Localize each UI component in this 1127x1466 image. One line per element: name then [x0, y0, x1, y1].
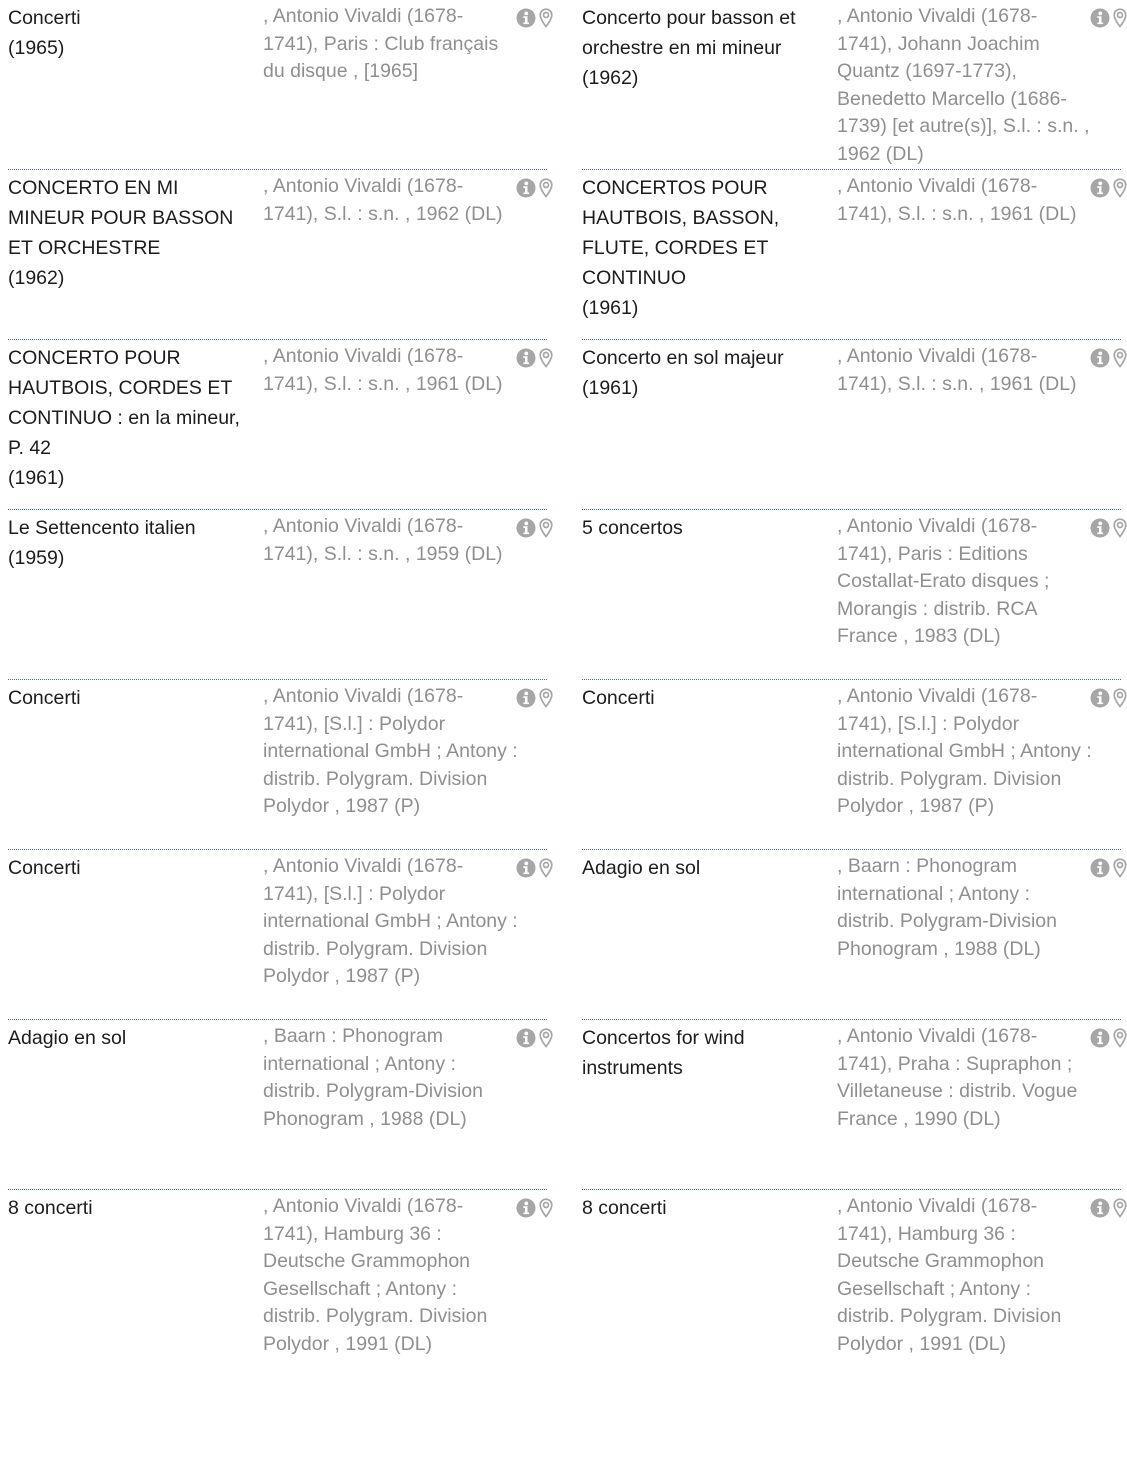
result-item: [582, 170, 1121, 340]
title-text[interactable]: CONCERTOS POUR HAUTBOIS, BASSON, FLUTE, CORDES ET CONTINUO: [582, 177, 780, 289]
record-actions: [516, 518, 553, 538]
record-meta: , Antonio Vivaldi (1678-1741), S.l. : s.n. , 1961 (DL): [837, 175, 1077, 225]
map-pin-icon[interactable]: [539, 688, 553, 708]
record-actions: [516, 178, 553, 198]
info-icon[interactable]: [516, 8, 538, 28]
record-actions: [1090, 688, 1127, 708]
title-text[interactable]: CONCERTO EN MI MINEUR POUR BASSON ET ORCHESTRE: [8, 177, 234, 259]
record-title[interactable]: [582, 1023, 829, 1083]
record-meta: , Antonio Vivaldi (1678-1741), [S.l.] : Polydor international GmbH ; Antony : distrib. Polygram. Division Polydor , 1987 (P): [837, 685, 1092, 817]
record-title[interactable]: [8, 1193, 255, 1223]
record-meta: , Antonio Vivaldi (1678-1741), [S.l.] : Polydor international GmbH ; Antony : distrib. Polygram. Division Polydor , 1987 (P): [263, 685, 518, 817]
record-meta: , Antonio Vivaldi (1678-1741), S.l. : s.n. , 1962 (DL): [263, 175, 503, 225]
result-item: [582, 510, 1121, 680]
record-actions: [1090, 1198, 1127, 1218]
result-item: [582, 680, 1121, 850]
map-pin-icon[interactable]: [1113, 348, 1127, 368]
record-title[interactable]: [582, 343, 829, 403]
result-item: [8, 340, 547, 510]
record-title[interactable]: [8, 513, 255, 573]
record-title[interactable]: [582, 173, 829, 323]
map-pin-icon[interactable]: [539, 518, 553, 538]
title-text[interactable]: Concerti: [8, 687, 81, 709]
record-actions: [1090, 858, 1127, 878]
map-pin-icon[interactable]: [1113, 178, 1127, 198]
record-title[interactable]: [582, 1193, 829, 1223]
result-item: [582, 1020, 1121, 1190]
record-year: (1959): [8, 547, 65, 569]
result-item: [582, 850, 1121, 1020]
result-item: [8, 510, 547, 680]
record-meta: , Antonio Vivaldi (1678-1741), Paris : Club français du disque , [1965]: [263, 5, 499, 82]
record-actions: [1090, 518, 1127, 538]
info-icon[interactable]: [516, 348, 538, 368]
record-meta: , Antonio Vivaldi (1678-1741), Hamburg 36 : Deutsche Grammophon Gesellschaft ; Antony : distrib. Polygram. Division Polydor , 1991 (DL): [263, 1195, 488, 1355]
record-title[interactable]: [582, 513, 829, 543]
results-column-right: [582, 0, 1121, 1360]
record-meta: , Antonio Vivaldi (1678-1741), Hamburg 36 : Deutsche Grammophon Gesellschaft ; Antony : distrib. Polygram. Division Polydor , 1991 (DL): [837, 1195, 1062, 1355]
record-year: (1962): [8, 267, 65, 289]
map-pin-icon[interactable]: [1113, 518, 1127, 538]
record-year: (1962): [582, 67, 639, 89]
result-item: [8, 1020, 547, 1190]
record-year: (1961): [582, 377, 639, 399]
record-meta: , Antonio Vivaldi (1678-1741), Praha : Supraphon ; Villetaneuse : distrib. Vogue France , 1990 (DL): [837, 1025, 1078, 1130]
record-year: (1961): [582, 297, 639, 319]
record-title[interactable]: [582, 853, 829, 883]
info-icon[interactable]: [1090, 178, 1112, 198]
result-item: [8, 680, 547, 850]
record-title[interactable]: [582, 3, 829, 93]
info-icon[interactable]: [1090, 688, 1112, 708]
record-actions: [516, 1028, 553, 1048]
record-actions: [516, 348, 553, 368]
info-icon[interactable]: [516, 178, 538, 198]
title-text[interactable]: 8 concerti: [8, 1197, 93, 1219]
results-column-left: [8, 0, 547, 1360]
result-item: [8, 170, 547, 340]
title-text[interactable]: Le Settencento italien: [8, 517, 196, 539]
map-pin-icon[interactable]: [539, 1198, 553, 1218]
record-meta: , Antonio Vivaldi (1678-1741), S.l. : s.n. , 1961 (DL): [837, 345, 1077, 395]
title-text[interactable]: Concerti: [8, 7, 81, 29]
record-actions: [1090, 1028, 1127, 1048]
record-meta: , Antonio Vivaldi (1678-1741), Paris : Editions Costallat-Erato disques ; Morangis : distrib. RCA France , 1983 (DL): [837, 515, 1050, 647]
result-item: [582, 340, 1121, 510]
record-title[interactable]: [8, 683, 255, 713]
record-title[interactable]: [8, 3, 255, 63]
info-icon[interactable]: [516, 858, 538, 878]
record-title[interactable]: [8, 343, 255, 493]
map-pin-icon[interactable]: [1113, 8, 1127, 28]
info-icon[interactable]: [516, 1198, 538, 1218]
info-icon[interactable]: [1090, 1198, 1112, 1218]
map-pin-icon[interactable]: [539, 858, 553, 878]
map-pin-icon[interactable]: [539, 348, 553, 368]
title-text[interactable]: Adagio en sol: [8, 1027, 127, 1049]
record-title[interactable]: [8, 173, 255, 293]
map-pin-icon[interactable]: [539, 178, 553, 198]
record-actions: [516, 1198, 553, 1218]
result-item: [8, 0, 547, 170]
map-pin-icon[interactable]: [1113, 688, 1127, 708]
record-year: (1961): [8, 467, 65, 489]
record-actions: [1090, 178, 1127, 198]
map-pin-icon[interactable]: [1113, 1028, 1127, 1048]
result-item: [8, 1190, 547, 1360]
title-text[interactable]: Concerto pour basson et orchestre en mi mineur: [582, 7, 796, 59]
record-title[interactable]: [582, 683, 829, 713]
info-icon[interactable]: [516, 688, 538, 708]
info-icon[interactable]: [1090, 348, 1112, 368]
info-icon[interactable]: [1090, 8, 1112, 28]
title-text[interactable]: Concerti: [582, 687, 655, 709]
info-icon[interactable]: [1090, 858, 1112, 878]
title-text[interactable]: 8 concerti: [582, 1197, 667, 1219]
title-text[interactable]: Concerti: [8, 857, 81, 879]
record-year: (1965): [8, 37, 65, 59]
info-icon[interactable]: [516, 518, 538, 538]
record-title[interactable]: [8, 1023, 255, 1053]
record-meta: , Antonio Vivaldi (1678-1741), Johann Joachim Quantz (1697-1773), Benedetto Marcello (1686-1739) [et autre(s)], S.l. : s.n. , 1962 (DL): [837, 5, 1090, 165]
title-text[interactable]: 5 concertos: [582, 517, 683, 539]
record-meta: , Antonio Vivaldi (1678-1741), S.l. : s.n. , 1959 (DL): [263, 515, 503, 565]
record-actions: [516, 688, 553, 708]
map-pin-icon[interactable]: [539, 8, 553, 28]
title-text[interactable]: CONCERTO POUR HAUTBOIS, CORDES ET CONTINUO : en la mineur, P. 42: [8, 347, 240, 459]
record-actions: [516, 8, 553, 28]
result-item: [582, 0, 1121, 170]
info-icon[interactable]: [516, 1028, 538, 1048]
title-text[interactable]: Adagio en sol: [582, 857, 701, 879]
record-meta: , Baarn : Phonogram international ; Antony : distrib. Polygram-Division Phonogram , 1988 (DL): [263, 1025, 483, 1130]
info-icon[interactable]: [1090, 518, 1112, 538]
result-item: [582, 1190, 1121, 1360]
title-text[interactable]: Concerto en sol majeur: [582, 347, 784, 369]
info-icon[interactable]: [1090, 1028, 1112, 1048]
record-title[interactable]: [8, 853, 255, 883]
record-meta: , Antonio Vivaldi (1678-1741), [S.l.] : Polydor international GmbH ; Antony : distrib. Polygram. Division Polydor , 1987 (P): [263, 855, 518, 987]
map-pin-icon[interactable]: [1113, 1198, 1127, 1218]
title-text[interactable]: Concertos for wind instruments: [582, 1027, 745, 1079]
record-meta: , Baarn : Phonogram international ; Antony : distrib. Polygram-Division Phonogram , 1988 (DL): [837, 855, 1057, 960]
result-item: [8, 850, 547, 1020]
map-pin-icon[interactable]: [1113, 858, 1127, 878]
record-meta: , Antonio Vivaldi (1678-1741), S.l. : s.n. , 1961 (DL): [263, 345, 503, 395]
record-actions: [516, 858, 553, 878]
map-pin-icon[interactable]: [539, 1028, 553, 1048]
record-actions: [1090, 348, 1127, 368]
record-actions: [1090, 8, 1127, 28]
